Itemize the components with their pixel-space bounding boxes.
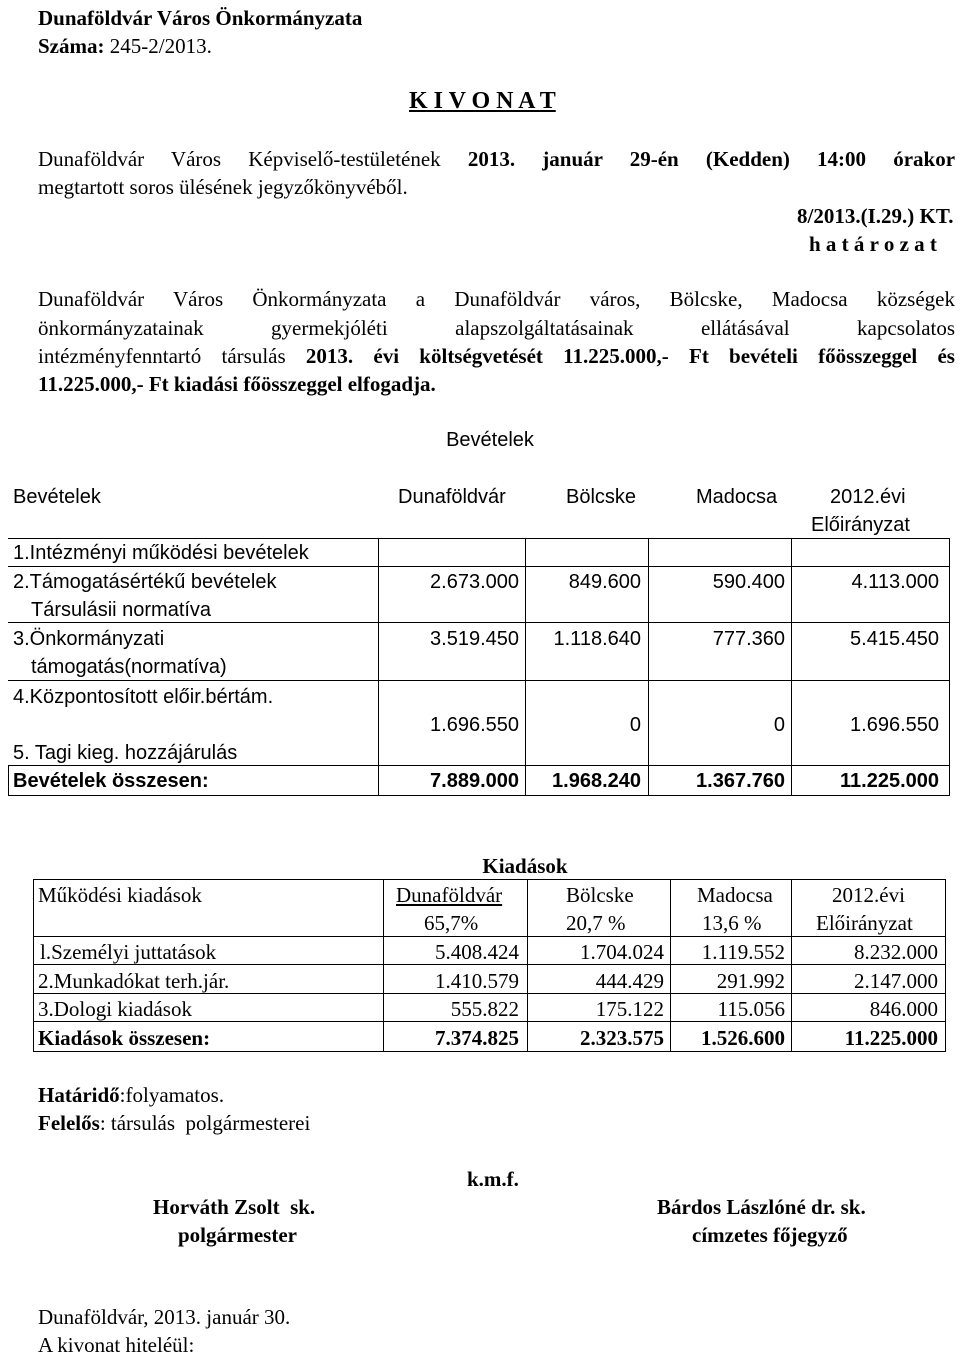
intro-word: Képviselő-testületének [248,147,441,171]
expense-cell: 1.704.024 [580,940,664,964]
table-rule [8,566,950,567]
resolution-line-1 [38,285,955,313]
resolution-word: Madocsa [771,287,848,311]
table-rule [8,538,950,539]
revenue-cell: 2.673.000 [430,571,519,593]
revenue-total-label: Bevételek összesen: [13,770,209,792]
expense-cell: 175.122 [595,997,664,1021]
revenue-heading: Bevételek [446,429,534,451]
expense-total-cell: 1.526.600 [701,1026,785,1050]
expense-row-label: l.Személyi juttatások [40,940,217,964]
expense-row-label: 2.Munkadókat terh.jár. [38,969,230,993]
table-rule [8,765,950,766]
resolution-word: alapszolgáltatásainak [455,316,634,340]
resolution-budget-text: 2013. évi költségvetését 11.225.000,- Ft bevételi főösszeggel és [305,344,955,368]
resolution-word: Dunaföldvár [454,287,561,311]
resolution-word: Város [173,287,224,311]
revenue-cell: 4.113.000 [851,571,939,593]
notary-signature: Bárdos Lászlóné dr. sk. [657,1195,866,1219]
expense-cell: 846.000 [869,997,938,1021]
revenue-cell: 1.118.640 [553,628,641,650]
responsible-label: Felelős [38,1111,100,1135]
expense-header-dunafoldvar-share: 65,7% [424,911,479,935]
intro-word: Város [170,147,222,171]
responsible-value: : társulás polgármesterei [99,1111,311,1135]
resolution-word: önkormányzatainak [38,316,204,340]
reference-number [38,32,212,60]
table-rule [378,538,379,795]
mayor-title: polgármester [178,1223,297,1247]
revenue-cell: 0 [773,714,785,736]
resolution-word: Önkormányzata [252,287,387,311]
table-rule [8,765,9,795]
revenue-header-2012: 2012.évi [830,486,906,508]
resolution-line-2 [38,314,955,342]
revenue-cell: 849.600 [568,571,641,593]
table-rule [33,936,946,937]
table-rule [791,879,792,1051]
revenue-total-cell: 11.225.000 [840,770,939,792]
deadline-value: :folyamatos. [119,1083,225,1107]
expense-cell: 5.408.424 [435,940,519,964]
resolution-word: községek [876,287,955,311]
expense-heading: Kiadások [482,854,568,878]
revenue-row-sublabel: 5. Tagi kieg. hozzájárulás [13,742,238,764]
expense-cell: 291.992 [716,969,785,993]
revenue-row-label: 3.Önkormányzati [13,628,165,650]
expense-cell: 444.429 [595,969,664,993]
expense-total-cell: 2.323.575 [580,1026,664,1050]
meeting-time: 14:00 órakor [817,147,956,171]
expense-header-label: Működési kiadások [38,883,202,907]
revenue-cell: 1.696.550 [850,714,939,736]
table-rule [33,879,34,1051]
table-rule [648,538,649,795]
reference-value: 245-2/2013. [104,34,212,58]
expense-cell: 115.056 [717,997,785,1021]
table-rule [8,622,950,623]
revenue-header-dunafoldvar: Dunaföldvár [398,486,506,508]
resolution-text: intézményfenntartó társulás [38,344,306,368]
expense-header-2012: 2012.évi [832,883,905,907]
expense-header-madocsa: Madocsa [697,883,773,907]
council-name: Dunaföldvár Város Önkormányzata [38,6,363,30]
revenue-total-cell: 1.367.760 [696,770,785,792]
revenue-total-cell: 7.889.000 [430,770,519,792]
expense-header-bolcske-share: 20,7 % [566,911,626,935]
resolution-word: gyermekjóléti [271,316,388,340]
expense-total-cell: 7.374.825 [435,1026,519,1050]
expense-cell: 555.822 [450,997,519,1021]
notary-title: címzetes főjegyző [692,1223,848,1247]
table-rule [527,879,528,1051]
document-title: K I V O N A T [409,88,556,114]
table-rule [945,879,946,1051]
table-rule [791,538,792,795]
revenue-header-estimate: Előirányzat [811,514,910,536]
revenue-cell: 590.400 [712,571,785,593]
resolution-word: a [415,287,426,311]
expense-total-cell: 11.225.000 [844,1026,938,1050]
reference-label: Száma: [38,34,105,58]
deadline [38,1081,224,1109]
revenue-cell: 777.360 [712,628,785,650]
table-rule [33,993,946,994]
revenue-row-label: 4.Központosított előir.bértám. [13,686,274,708]
resolution-line-3 [38,342,955,370]
revenue-cell: 1.696.550 [430,714,519,736]
expense-row-label: 3.Dologi kiadások [38,997,192,1021]
table-rule [33,964,946,965]
table-rule [949,538,950,795]
expense-header-bolcske: Bölcske [566,883,634,907]
intro-line-2: megtartott soros ülésének jegyzőkönyvéből. [38,175,408,199]
table-rule [383,879,384,1051]
table-rule [33,879,946,880]
table-rule [670,879,671,1051]
resolution-word: Dunaföldvár [38,287,145,311]
table-rule [8,680,950,681]
resolution-word: város, [589,287,641,311]
responsible [38,1109,310,1137]
resolution-word: kapcsolatos [857,316,956,340]
expense-cell: 8.232.000 [854,940,938,964]
table-rule [33,1051,946,1052]
resolution-word: ellátásával [700,316,790,340]
deadline-label: Határidő [38,1083,120,1107]
table-rule [33,1021,946,1022]
revenue-header-madocsa: Madocsa [696,486,778,508]
resolution-number: 8/2013.(I.29.) KT. [797,204,954,228]
resolution-word: Bölcske, [669,287,743,311]
revenue-total-cell: 1.968.240 [552,770,641,792]
revenue-cell: 3.519.450 [430,628,519,650]
revenue-cell: 5.415.450 [850,628,939,650]
revenue-row-label: 2.Támogatásértékű bevételek [13,571,277,593]
expense-header-dunafoldvar: Dunaföldvár [396,883,503,907]
kmf-mark: k.m.f. [467,1167,519,1191]
revenue-header-label: Bevételek [13,486,101,508]
expense-total-label: Kiadások összesen: [38,1026,211,1050]
meeting-date: 2013. január 29-én (Kedden) [467,147,790,171]
revenue-cell: 0 [629,714,641,736]
revenue-row-sublabel: Társulásii normatíva [31,599,212,621]
expense-cell: 1.410.579 [435,969,519,993]
intro-line-1 [38,145,955,173]
revenue-row-label: 1.Intézményi működési bevételek [13,542,309,564]
table-rule [525,538,526,795]
revenue-row-sublabel: támogatás(normatíva) [31,656,227,678]
attestation: A kivonat hiteléül: [38,1333,195,1357]
resolution-heading: h a t á r o z a t [809,232,937,256]
expense-header-estimate: Előirányzat [816,911,913,935]
revenue-header-bolcske: Bölcske [566,486,637,508]
intro-word: Dunaföldvár [38,147,145,171]
issue-date: Dunaföldvár, 2013. január 30. [38,1305,291,1329]
mayor-signature: Horváth Zsolt sk. [153,1195,316,1219]
resolution-line-4: 11.225.000,- Ft kiadási főösszeggel elfogadja. [38,372,436,396]
expense-header-madocsa-share: 13,6 % [702,911,762,935]
expense-cell: 2.147.000 [854,969,938,993]
expense-cell: 1.119.552 [701,940,785,964]
table-rule [8,795,950,796]
